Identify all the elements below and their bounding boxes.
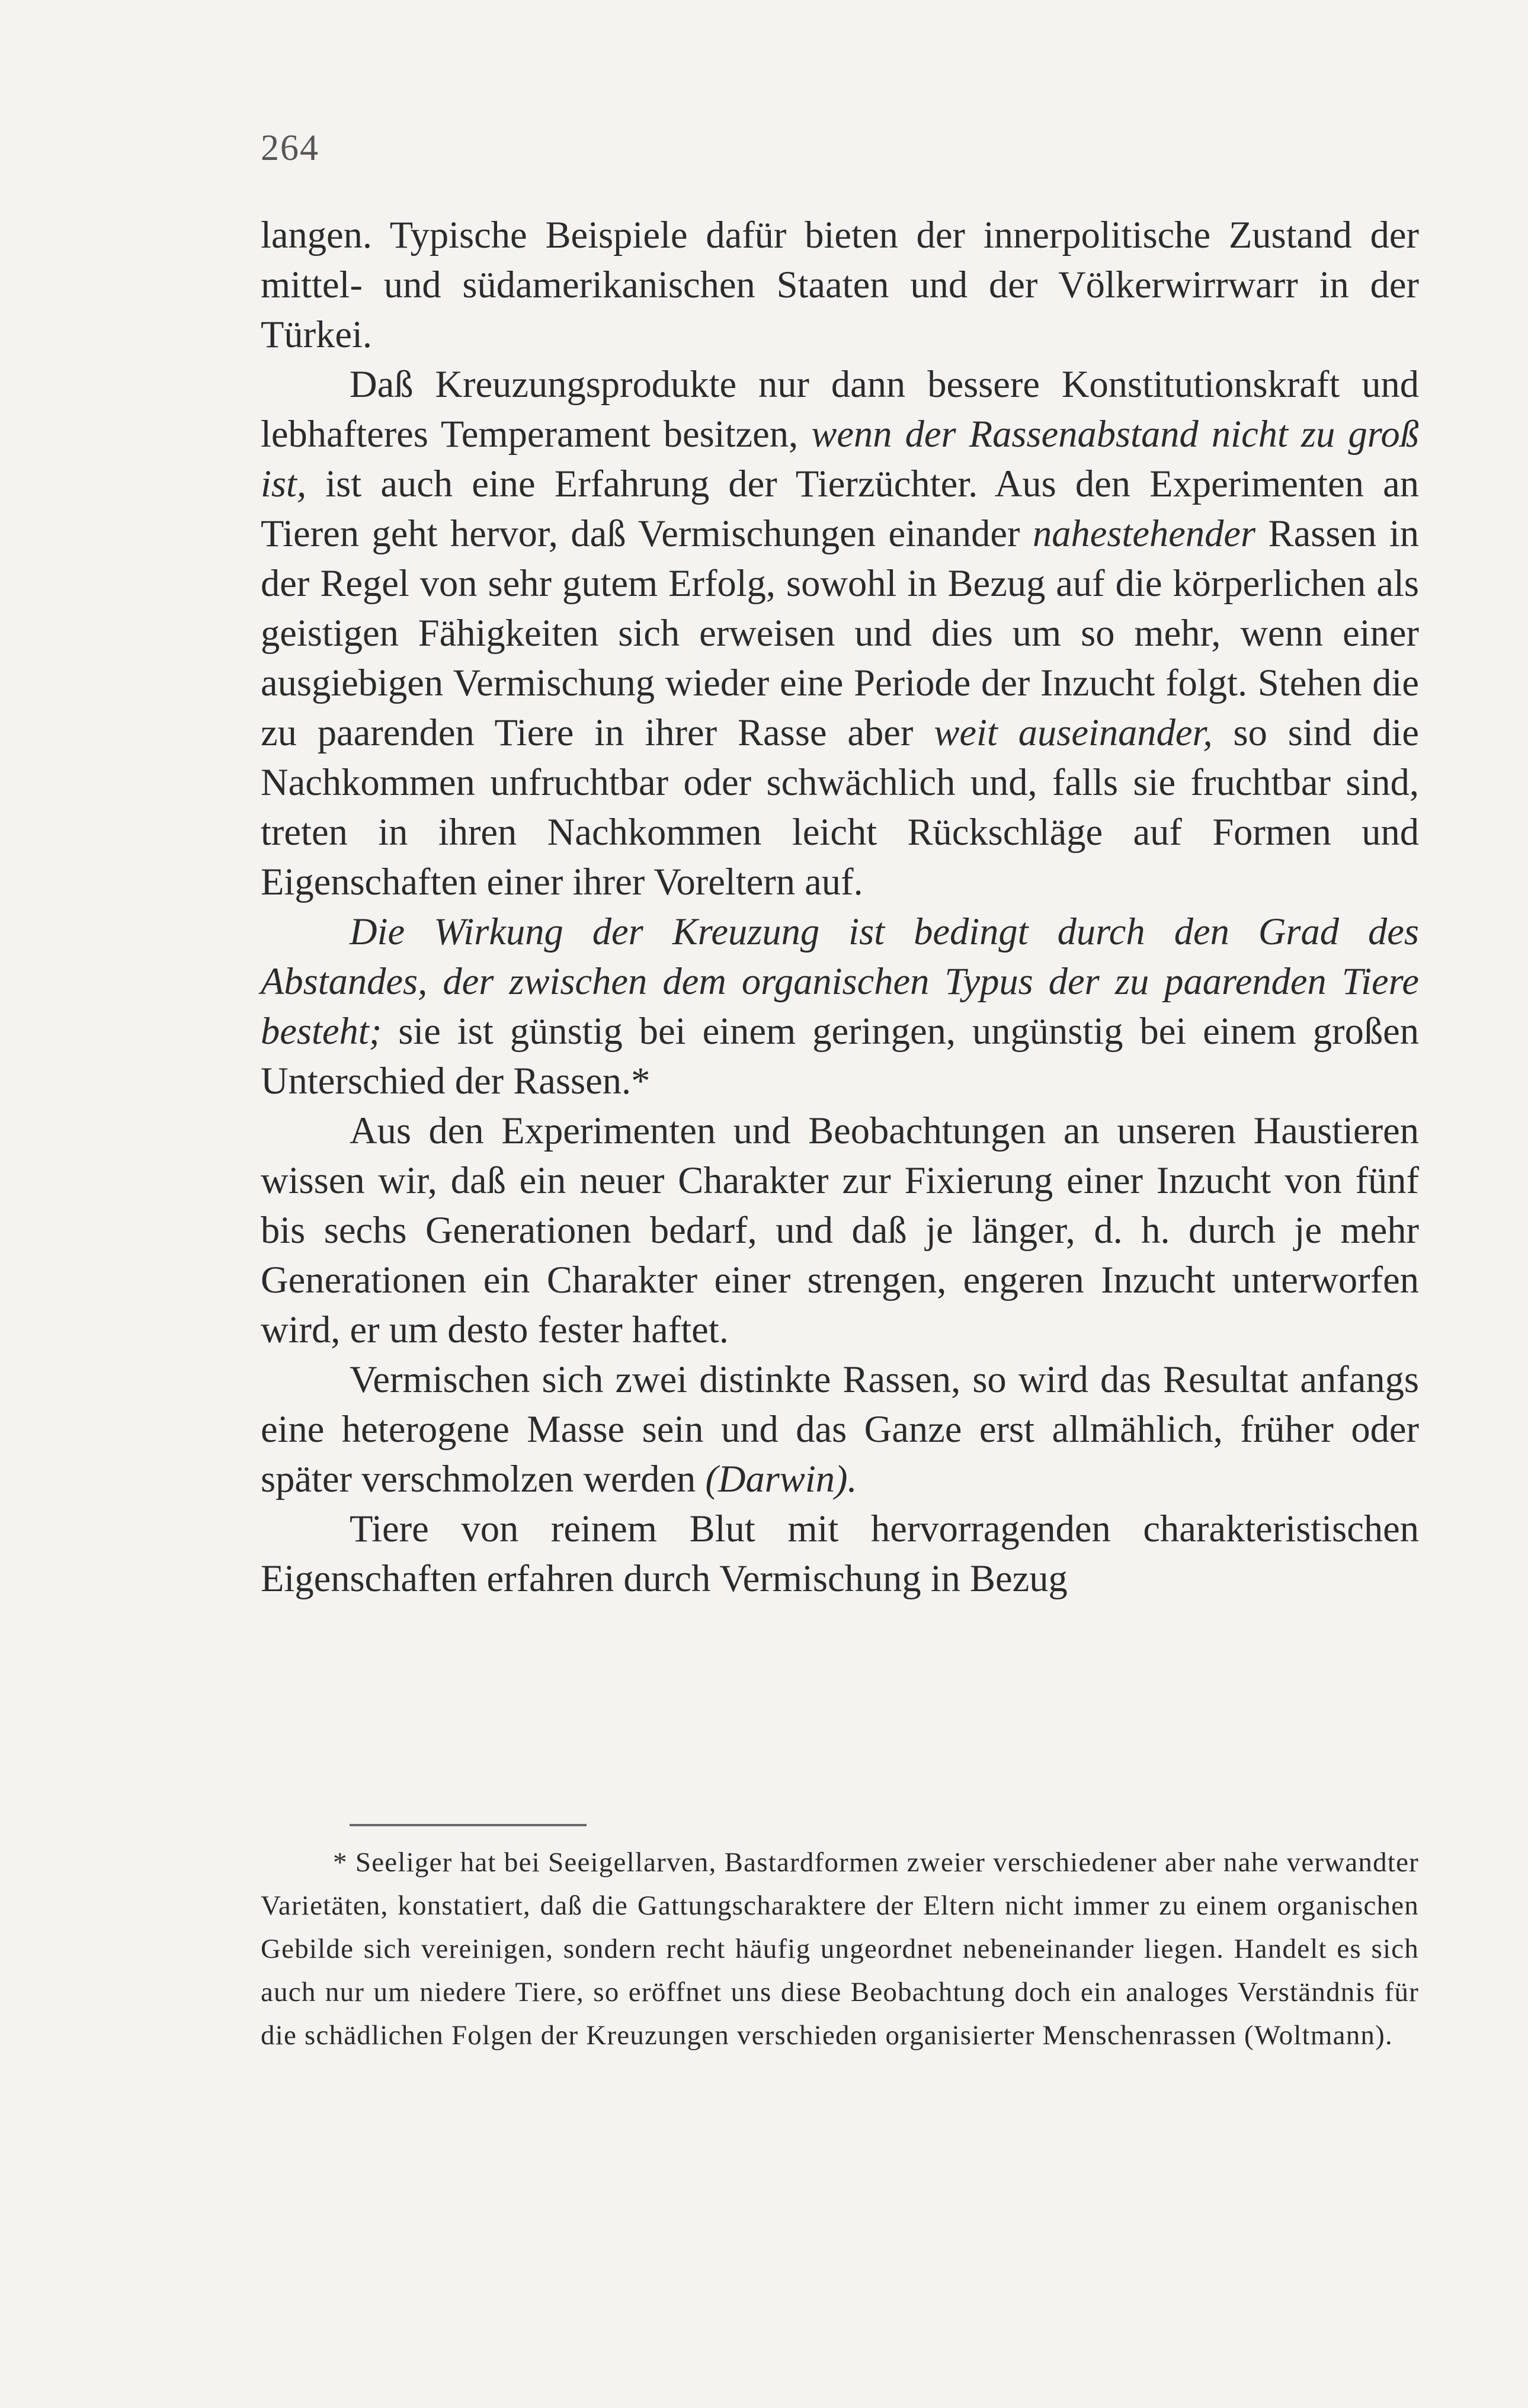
emphasis-text: wenn der Rassenabstand nicht zu groß ist,: [261, 413, 1419, 505]
text-run: so sind die Nachkommen unfruchtbar oder schwächlich und, falls sie fruchtbar sind, treten in ihren Nachkommen leicht Rückschläge auf Formen und Eigenschaften einer ihrer Voreltern auf.: [261, 711, 1420, 903]
text-run: Vermischen sich zwei distinkte Rassen, so wird das Resultat anfangs eine heterogene Masse sein und das Ganze erst allmählich, früher oder später verschmolzen werden: [261, 1358, 1419, 1500]
text-run: Aus den Experimenten und Beobachtungen an unseren Haustieren wissen wir, daß ein neuer Charakter zur Fixierung einer Inzucht von fünf bis sechs Generationen bedarf, und daß je länger, d. h. durch je mehr Generationen ein Charakter einer strengen, engeren Inzucht unterworfen wird, er um desto fester haftet.: [261, 1110, 1419, 1351]
footnote-divider: [350, 1824, 587, 1826]
paragraph: [261, 1504, 1419, 1604]
emphasis-text: Die Wirkung der Kreuzung ist bedingt durch den Grad des Abstandes, der zwischen dem organischen Typus der zu paarenden Tiere besteht;: [261, 910, 1419, 1052]
text-run: langen. Typische Beispiele dafür bieten der innerpolitische Zustand der mittel- und südamerikanischen Staaten und der Völkerwirrwarr in der Türkei.: [261, 214, 1419, 355]
text-run: ist auch eine Erfahrung der Tierzüchter. Aus den Experimenten an Tieren geht hervor, daß Vermischungen einander: [261, 463, 1419, 554]
emphasis-text: (Darwin).: [705, 1458, 857, 1500]
paragraph: [261, 360, 1419, 907]
text-run: Tiere von reinem Blut mit hervorragenden charakteristischen Eigenschaften erfahren durch Vermischung in Bezug: [261, 1508, 1419, 1599]
footnote: * Seeliger hat bei Seeigellarven, Bastardformen zweier verschiedener aber nahe verwandter Varietäten, konstatiert, daß die Gattungscharaktere der Eltern nicht immer zu einem organischen Gebilde sich vereinigen, sondern recht häufig ungeordnet nebeneinander liegen. Handelt es sich auch nur um niedere Tiere, so eröffnet uns diese Beobachtung doch ein analoges Verständnis für die schädlichen Folgen der Kreuzungen verschieden organisierter Menschenrassen (Woltmann).: [261, 1847, 1419, 2051]
paragraph: [261, 1106, 1419, 1355]
paragraph: [261, 907, 1419, 1106]
paragraph: [261, 210, 1419, 360]
emphasis-text: weit auseinander,: [934, 711, 1213, 753]
paragraph: [261, 1355, 1419, 1504]
text-run: sie ist günstig bei einem geringen, ungünstig bei einem großen Unterschied der Rassen.*: [261, 1010, 1419, 1102]
emphasis-text: nahestehender: [1033, 512, 1256, 554]
page-number: 264: [261, 128, 319, 168]
main-text: [261, 210, 1419, 1604]
text-run: Rassen in der Regel von sehr gutem Erfolg, sowohl in Bezug auf die körperlichen als geistigen Fähigkeiten sich erweisen und dies um so mehr, wenn einer ausgiebigen Vermischung wieder eine Periode der Inzucht folgt. Stehen die zu paarenden Tiere in ihrer Rasse aber: [261, 512, 1419, 753]
text-run: Daß Kreuzungsprodukte nur dann bessere Konstitutionskraft und lebhafteres Temperament besitzen,: [261, 363, 1419, 455]
